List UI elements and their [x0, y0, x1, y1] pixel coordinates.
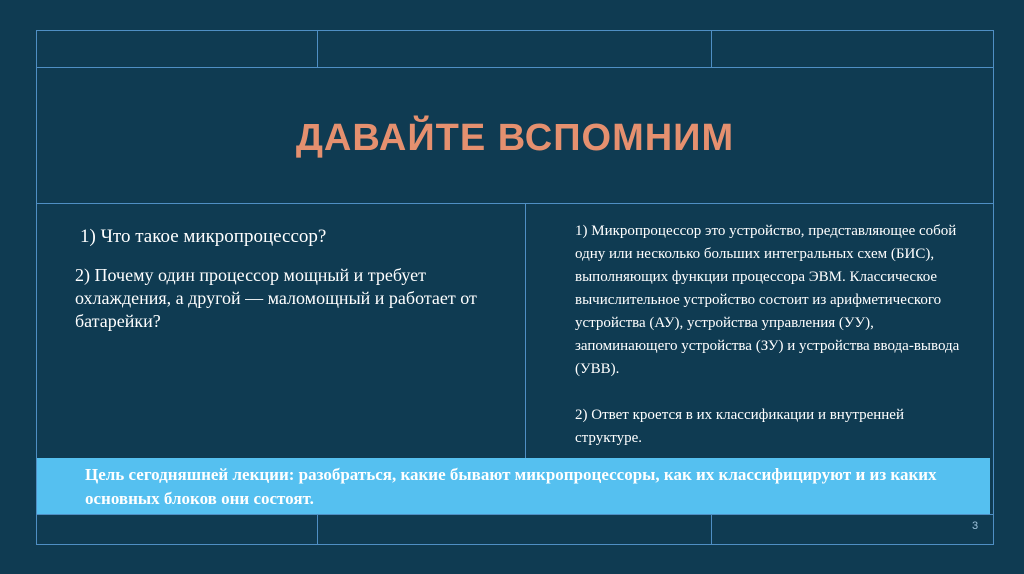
footer-divider: [36, 514, 994, 515]
page-number: 3: [972, 520, 979, 532]
slide-title: ДАВАЙТЕ ВСПОМНИМ: [295, 116, 735, 159]
answer-1: 1) Микропроцессор это устройство, представляющее собой одну или несколько больших интегральных схем (БИС), выполняющих функции процессора ЭВМ. Классическое вычислительное устройство состоит из арифметического устройства (АУ), устройства управления (УУ), запоминающего устройства (ЗУ) и устройства ввода-вывода (УВВ).: [575, 223, 960, 377]
header-divider: [36, 67, 994, 68]
header-column-divider-right: [711, 30, 712, 67]
footer-column-divider-right: [711, 514, 712, 545]
lecture-goal-text: Цель сегодняшней лекции: разобраться, какие бывают микропроцессоры, как их классифицируют и из каких основных блоков они состоят.: [85, 465, 937, 508]
header-column-divider-left: [317, 30, 318, 67]
question-1: 1) Что такое микропроцессор?: [80, 226, 327, 247]
footer-column-divider-left: [317, 514, 318, 545]
content-column-divider: [525, 203, 526, 458]
question-2: 2) Почему один процессор мощный и требует охлаждения, а другой — маломощный и работает от батарейки?: [75, 265, 477, 331]
title-divider: [36, 203, 994, 204]
lecture-goal-banner: [37, 458, 990, 514]
answer-2: 2) Ответ кроется в их классификации и внутренней структуре.: [575, 407, 904, 446]
